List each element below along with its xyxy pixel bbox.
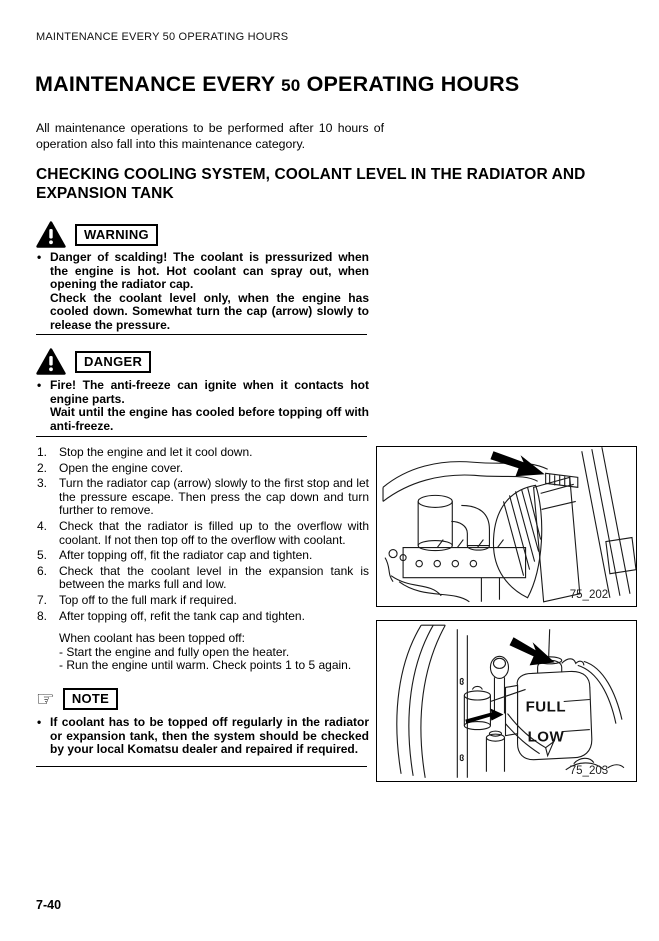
followup-block bbox=[36, 632, 369, 673]
divider-rule bbox=[36, 436, 367, 437]
danger-paragraph: Wait until the engine has cooled before topping off with anti-freeze. bbox=[50, 405, 369, 433]
danger-triangle-icon bbox=[36, 348, 66, 375]
step-text: Top off to the full mark if required. bbox=[59, 592, 237, 607]
step-item bbox=[36, 565, 369, 592]
note-header bbox=[36, 688, 118, 710]
step-number: 2. bbox=[37, 460, 48, 475]
note-paragraph: • If coolant has to be topped off regularly in the radiator or expansion tank, then the system should be checked by your local Komatsu dealer and repaired if required. bbox=[50, 715, 369, 757]
note-bullet-item bbox=[36, 716, 369, 757]
warning-triangle-icon bbox=[36, 221, 66, 248]
intro-paragraph: All maintenance operations to be performed after 10 hours of operation also fall into this maintenance category. bbox=[36, 121, 384, 151]
section-heading: CHECKING COOLING SYSTEM, COOLANT LEVEL IN THE RADIATOR AND EXPANSION TANK bbox=[36, 166, 586, 202]
warning-header bbox=[36, 221, 158, 248]
step-text: After topping off, fit the radiator cap and tighten. bbox=[59, 548, 313, 563]
warning-body bbox=[36, 251, 369, 333]
warning-paragraph: Check the coolant level only, when the engine has cooled down. Somewhat turn the cap (arrow) slowly to release the pressure. bbox=[50, 290, 369, 332]
step-item bbox=[36, 610, 369, 624]
step-number: 3. bbox=[37, 476, 48, 491]
note-label: NOTE bbox=[63, 688, 118, 710]
divider-rule bbox=[36, 334, 367, 335]
full-mark-label: FULL bbox=[525, 698, 567, 716]
step-number: 7. bbox=[37, 592, 48, 607]
page-number: 7-40 bbox=[36, 898, 62, 912]
step-number: 4. bbox=[37, 518, 48, 533]
danger-header bbox=[36, 348, 151, 375]
step-item bbox=[36, 462, 369, 476]
note-body bbox=[36, 716, 369, 757]
step-text: Stop the engine and let it cool down. bbox=[59, 445, 253, 459]
procedure-section bbox=[36, 446, 369, 673]
page-title bbox=[35, 72, 519, 97]
tank-cap-arrow bbox=[510, 637, 555, 665]
step-number: 5. bbox=[37, 548, 48, 563]
warning-paragraph: • Danger of scalding! The coolant is pressurized when the engine is hot. Hot coolant can spray out, when opening the radiator cap. bbox=[50, 250, 369, 292]
step-list bbox=[36, 446, 369, 623]
step-number: 6. bbox=[37, 563, 48, 578]
figure-expansion-tank bbox=[376, 620, 637, 782]
step-text: Open the engine cover. bbox=[59, 460, 184, 475]
step-item bbox=[36, 520, 369, 547]
figure-label: 75_202 bbox=[569, 588, 609, 601]
danger-bullet-item bbox=[36, 379, 369, 433]
step-item bbox=[36, 549, 369, 563]
step-item bbox=[36, 446, 369, 460]
cap-arrow bbox=[490, 451, 544, 476]
tank-pointer-arrow bbox=[465, 709, 503, 724]
page-title-text: MAINTENANCE EVERY bbox=[35, 72, 282, 96]
figure-label: 75_203 bbox=[569, 764, 609, 777]
followup-item: - Start the engine and fully open the heater. bbox=[59, 644, 290, 659]
step-item bbox=[36, 477, 369, 518]
danger-paragraph: • Fire! The anti-freeze can ignite when it contacts hot engine parts. bbox=[50, 378, 369, 406]
pointing-hand-icon: ☞ bbox=[36, 687, 55, 711]
divider-rule bbox=[36, 766, 367, 767]
step-number: 8. bbox=[37, 608, 48, 623]
step-item bbox=[36, 594, 369, 608]
step-text: After topping off, refit the tank cap and tighten. bbox=[59, 608, 305, 623]
warning-label: WARNING bbox=[75, 224, 158, 246]
danger-label: DANGER bbox=[75, 351, 151, 373]
expansion-tank-drawing bbox=[377, 621, 636, 781]
engine-compartment-drawing bbox=[377, 447, 636, 606]
figure-radiator-cap bbox=[376, 446, 637, 607]
followup-intro: When coolant has been topped off: bbox=[59, 631, 245, 646]
page-title-text: OPERATING HOURS bbox=[300, 72, 520, 96]
step-text: Check that the radiator is filled up to the overflow with coolant. If not then top off to the overflow with coolant. bbox=[59, 518, 369, 547]
danger-body bbox=[36, 379, 369, 433]
step-text: Check that the coolant level in the expansion tank is between the marks full and low. bbox=[59, 563, 369, 592]
followup-item: - Run the engine until warm. Check points 1 to 5 again. bbox=[59, 658, 352, 673]
step-number: 1. bbox=[37, 445, 48, 459]
step-text: Turn the radiator cap (arrow) slowly to the first stop and let the pressure escape. Then press the cap down and turn further to remove. bbox=[59, 476, 369, 518]
low-mark-label: LOW bbox=[527, 728, 565, 746]
page-title-number: 50 bbox=[281, 76, 301, 95]
warning-bullet-item bbox=[36, 251, 369, 333]
running-header: MAINTENANCE EVERY 50 OPERATING HOURS bbox=[36, 31, 289, 43]
